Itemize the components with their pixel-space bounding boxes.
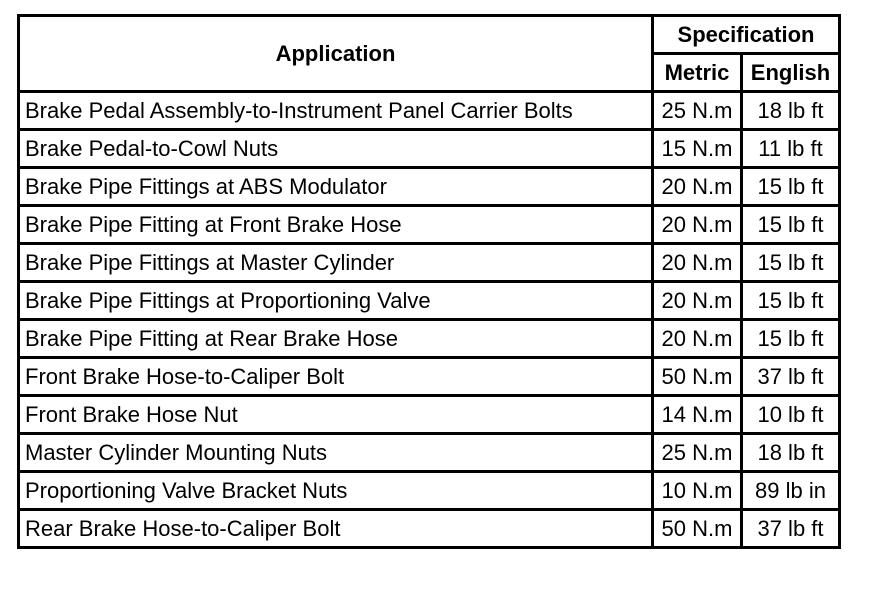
english-cell: 15 lb ft: [742, 282, 840, 320]
english-cell: 37 lb ft: [742, 510, 840, 548]
application-cell: Brake Pipe Fittings at Master Cylinder: [19, 244, 653, 282]
application-cell: Brake Pedal-to-Cowl Nuts: [19, 130, 653, 168]
english-cell: 15 lb ft: [742, 244, 840, 282]
table-row: [19, 282, 840, 320]
application-cell: Front Brake Hose-to-Caliper Bolt: [19, 358, 653, 396]
metric-cell: 20 N.m: [653, 168, 742, 206]
application-cell: Proportioning Valve Bracket Nuts: [19, 472, 653, 510]
metric-cell: 50 N.m: [653, 510, 742, 548]
application-cell: Rear Brake Hose-to-Caliper Bolt: [19, 510, 653, 548]
metric-cell: 25 N.m: [653, 92, 742, 130]
table-row: [19, 168, 840, 206]
application-cell: Brake Pedal Assembly-to-Instrument Panel Carrier Bolts: [19, 92, 653, 130]
english-cell: 37 lb ft: [742, 358, 840, 396]
specification-header: Specification: [653, 16, 840, 54]
table-row: [19, 130, 840, 168]
table-row: [19, 358, 840, 396]
table-body: [19, 92, 840, 548]
english-header: English: [742, 54, 840, 92]
table-row: [19, 396, 840, 434]
english-cell: 18 lb ft: [742, 92, 840, 130]
metric-cell: 15 N.m: [653, 130, 742, 168]
english-cell: 18 lb ft: [742, 434, 840, 472]
header-row-top: [19, 16, 840, 54]
metric-cell: 20 N.m: [653, 282, 742, 320]
english-cell: 89 lb in: [742, 472, 840, 510]
metric-cell: 20 N.m: [653, 244, 742, 282]
metric-cell: 50 N.m: [653, 358, 742, 396]
metric-cell: 10 N.m: [653, 472, 742, 510]
table-row: [19, 434, 840, 472]
metric-cell: 20 N.m: [653, 320, 742, 358]
application-cell: Brake Pipe Fitting at Rear Brake Hose: [19, 320, 653, 358]
english-cell: 15 lb ft: [742, 168, 840, 206]
english-cell: 11 lb ft: [742, 130, 840, 168]
application-cell: Brake Pipe Fitting at Front Brake Hose: [19, 206, 653, 244]
metric-cell: 25 N.m: [653, 434, 742, 472]
table-row: [19, 472, 840, 510]
english-cell: 15 lb ft: [742, 320, 840, 358]
table-row: [19, 510, 840, 548]
application-header: Application: [19, 16, 653, 92]
table-row: [19, 206, 840, 244]
metric-cell: 20 N.m: [653, 206, 742, 244]
metric-cell: 14 N.m: [653, 396, 742, 434]
english-cell: 10 lb ft: [742, 396, 840, 434]
table-row: [19, 92, 840, 130]
application-cell: Brake Pipe Fittings at ABS Modulator: [19, 168, 653, 206]
table-row: [19, 244, 840, 282]
application-cell: Front Brake Hose Nut: [19, 396, 653, 434]
application-cell: Master Cylinder Mounting Nuts: [19, 434, 653, 472]
application-cell: Brake Pipe Fittings at Proportioning Valve: [19, 282, 653, 320]
table-header: [19, 16, 840, 92]
english-cell: 15 lb ft: [742, 206, 840, 244]
torque-spec-table: [17, 14, 841, 549]
table-row: [19, 320, 840, 358]
metric-header: Metric: [653, 54, 742, 92]
